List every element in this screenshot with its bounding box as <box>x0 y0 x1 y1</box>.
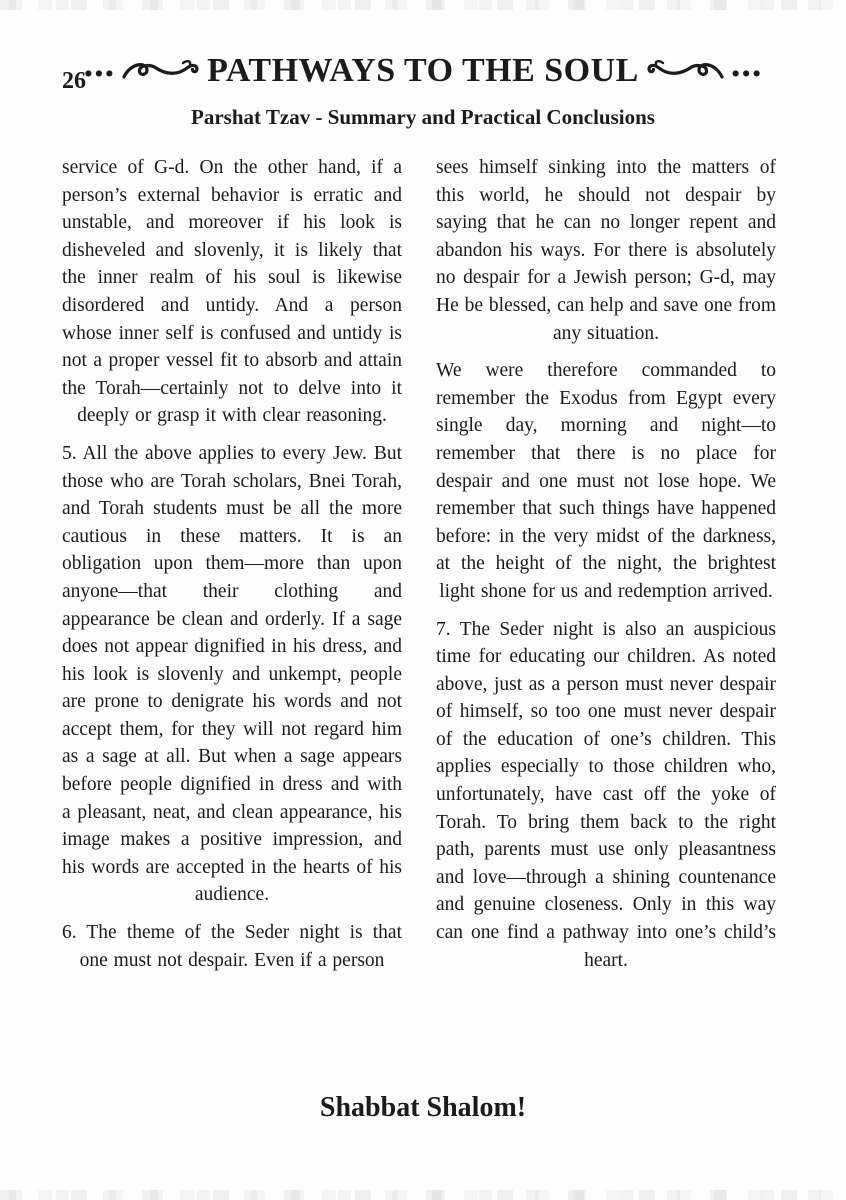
page-number: 26 <box>62 68 86 94</box>
body-paragraph: We were therefore commanded to remember the Exodus from Egypt every single day, morning and night—to remember that there is no place for despair and one must not lose hope. We remember that such things have happened before: in the very midst of the darkness, at the height of the night, the brightest light shone for us and redemption arrived. <box>436 360 776 602</box>
scan-noise-bottom <box>0 1190 846 1200</box>
text-column-right <box>436 154 776 984</box>
text-column-left <box>62 154 402 984</box>
scan-noise-top <box>0 0 846 10</box>
body-paragraph: 5. All the above applies to every Jew. But those who are Torah scholars, Bnei Torah, and Torah students must be all the more cautious in these matters. It is an obligation upon them—more than upon anyone—that their clothing and appearance be clean and orderly. If a sage does not appear dignified in his dress, and his look is slovenly and unkempt, people are prone to denigrate his words and not accept them, for they will not regard him as a sage at all. But when a sage appears before people dignified in dress and with a pleasant, neat, and clean appearance, his image makes a positive impression, and his words are accepted in the hearts of his audience. <box>62 442 402 906</box>
page-title: PATHWAYS TO THE SOUL <box>207 52 639 89</box>
body-paragraph: sees himself sinking into the matters of this world, he should not despair by saying that he can no longer repent and abandon his ways. For there is absolutely no despair for a Jewish person; G-d, may He be blessed, can help and save one from any situation. <box>436 157 776 344</box>
flourish-left-icon <box>121 56 201 86</box>
body-paragraph: 7. The Seder night is also an auspicious time for educating our children. As noted above, just as a person must never despair of himself, so too one must never despair of the education of one’s children. This applies especially to those children who, unfortunately, have cast off the yoke of Torah. To bring them back to the right path, parents must use only pleasantness and love—through a shining countenance and genuine closeness. Only in this way can one find a pathway into one’s child’s heart. <box>436 618 776 971</box>
page-subtitle: Parshat Tzav - Summary and Practical Conclusions <box>191 105 655 129</box>
flourish-right-icon <box>645 56 725 86</box>
body-paragraph: 6. The theme of the Seder night is that one must not despair. Even if a person <box>62 922 402 971</box>
footer-blessing: Shabbat Shalom! <box>319 1092 527 1123</box>
body-paragraph: service of G-d. On the other hand, if a person’s external behavior is erratic and unstable, and moreover if his look is disheveled and slovenly, it is likely that the inner realm of his soul is likewise disordered and untidy. And a person whose inner self is confused and untidy is not a proper vessel fit to absorb and attain the Torah—certainly not to delve into it deeply or grasp it with clear reasoning. <box>62 157 402 427</box>
page-header: ... PATHWAYS TO THE SOUL ... <box>83 43 763 89</box>
